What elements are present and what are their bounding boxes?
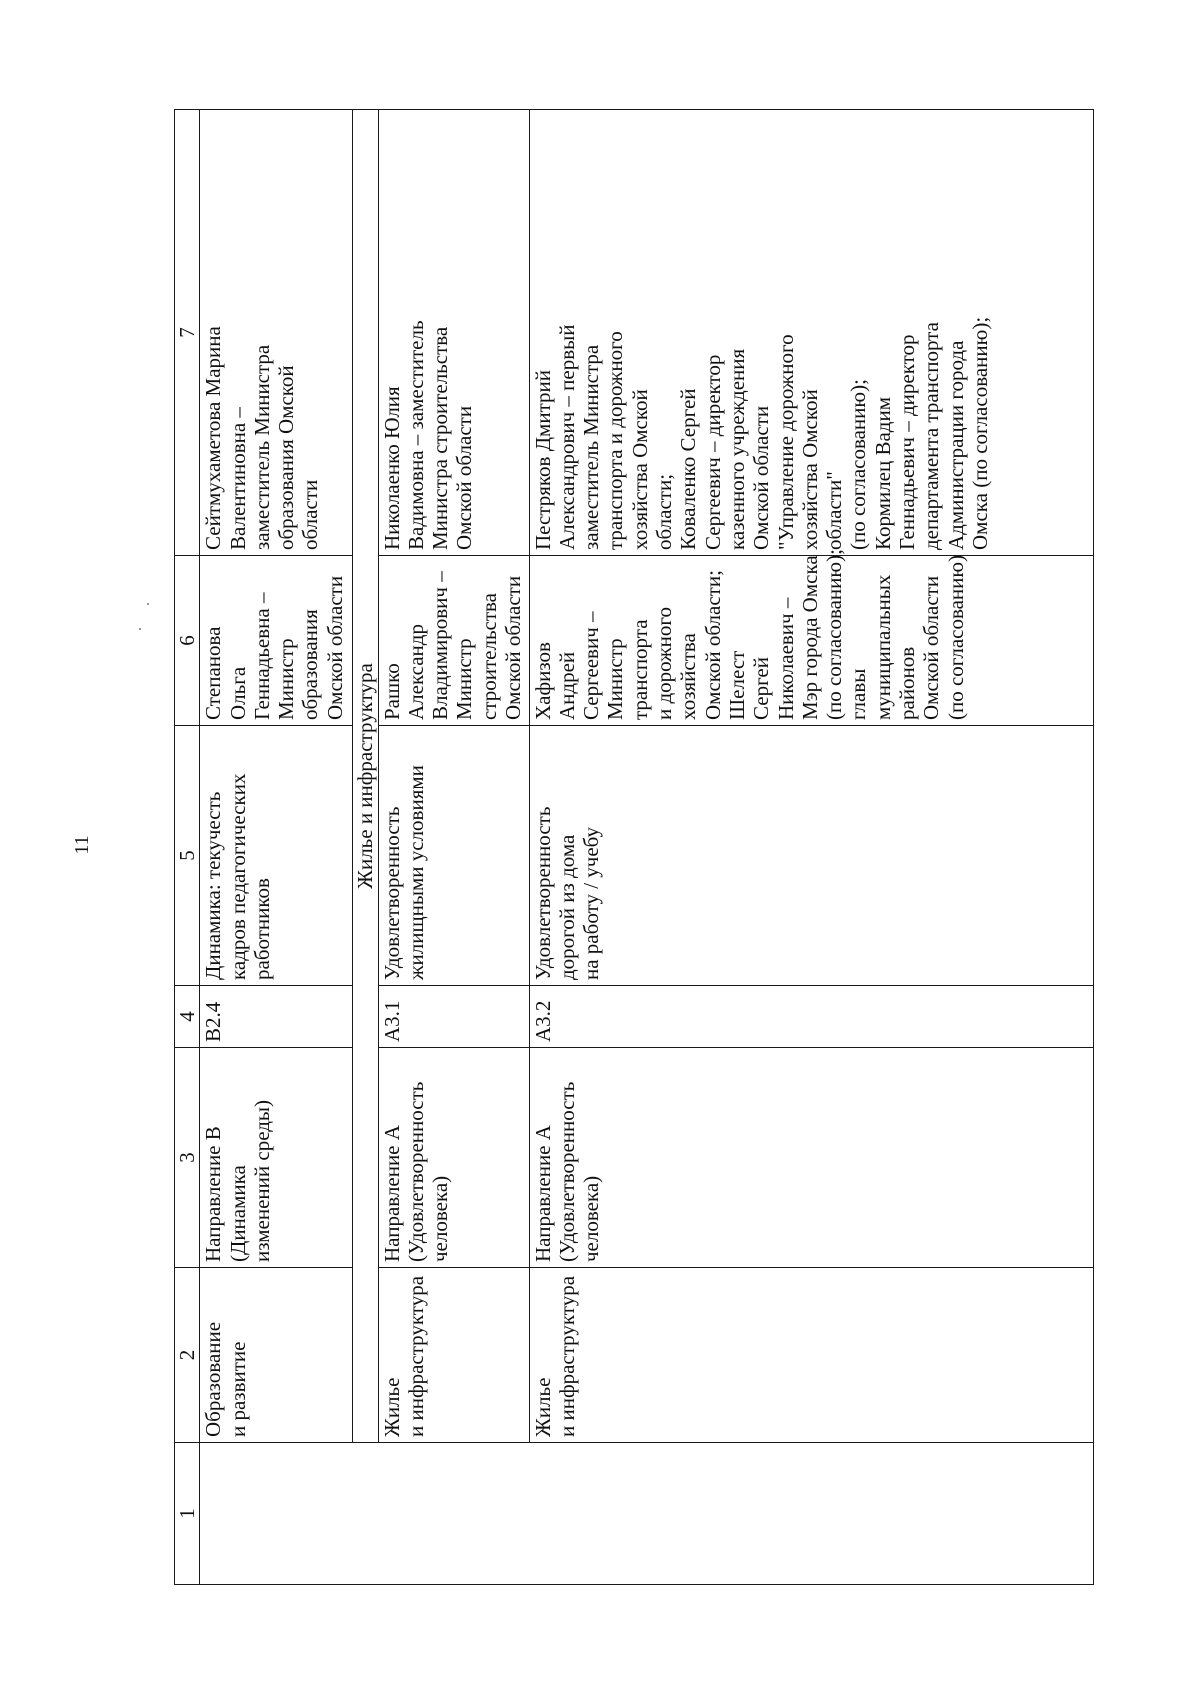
executor-cell: Пестряков Дмитрий Александрович – первый заместитель Министра транспорта и дорожного хозяйства Омской области; Коваленко Сергей Сергеевич – директор казенного учреждения Омской области "Управление дорожного хозяйства Омской области" (по согласованию); Кормилец Вадим Геннадьевич – директор департамента транспорта Администрации города Омска (по согласованию); <box>529 110 1093 556</box>
section-row <box>353 110 378 1585</box>
indicator-code-cell: А3.2 <box>529 986 1093 1048</box>
column-number: 6 <box>175 556 200 726</box>
table-row <box>529 110 1093 1585</box>
header-row <box>175 110 200 1585</box>
column-number: 7 <box>175 110 200 556</box>
indicator-name-cell: Динамика: текучесть кадров педагогических работников <box>200 726 353 986</box>
section-title: Жилье и инфраструктура <box>353 110 378 1443</box>
executor-cell: Николаенко Юлия Вадимовна – заместитель Министра строительства Омской области <box>378 110 529 556</box>
column-number: 2 <box>175 1268 200 1443</box>
area-cell: Образование и развитие <box>200 1268 353 1443</box>
column-number: 5 <box>175 726 200 986</box>
responsible-cell: Степанова Ольга Геннадьевна – Министр образования Омской области <box>200 556 353 726</box>
indicator-code-cell: В2.4 <box>200 986 353 1048</box>
direction-cell: Направление А (Удовлетворенность человека) <box>529 1048 1093 1268</box>
direction-cell: Направление В (Динамика изменений среды) <box>200 1048 353 1268</box>
column1-cell <box>200 1443 1094 1585</box>
scan-speck <box>139 628 141 630</box>
column-number: 1 <box>175 1443 200 1585</box>
scan-speck <box>147 603 149 605</box>
responsible-cell: Рашко Александр Владимирович – Министр строительства Омской области <box>378 556 529 726</box>
responsible-cell: Хафизов Андрей Сергеевич – Министр транспорта и дорожного хозяйства Омской области; Шелест Сергей Николаевич – Мэр города Омска (по согласованию); главы муниципальных районов Омской области (по согласованию) <box>529 556 1093 726</box>
direction-cell: Направление А (Удовлетворенность человека) <box>378 1048 529 1268</box>
area-cell: Жилье и инфраструктура <box>378 1268 529 1443</box>
column-number: 4 <box>175 986 200 1048</box>
table-row <box>200 110 353 1585</box>
table-row <box>378 110 529 1585</box>
area-cell: Жилье и инфраструктура <box>529 1268 1093 1443</box>
executor-cell: Сейтмухаметова Марина Валентиновна – заместитель Министра образования Омской области <box>200 110 353 556</box>
page-number: 11 <box>71 835 93 855</box>
indicator-name-cell: Удовлетворенность дорогой из дома на работу / учебу <box>529 726 1093 986</box>
document-table <box>174 109 1094 1585</box>
indicator-name-cell: Удовлетворенность жилищными условиями <box>378 726 529 986</box>
indicator-code-cell: А3.1 <box>378 986 529 1048</box>
rotated-table-container <box>174 110 1094 1585</box>
column-number: 3 <box>175 1048 200 1268</box>
